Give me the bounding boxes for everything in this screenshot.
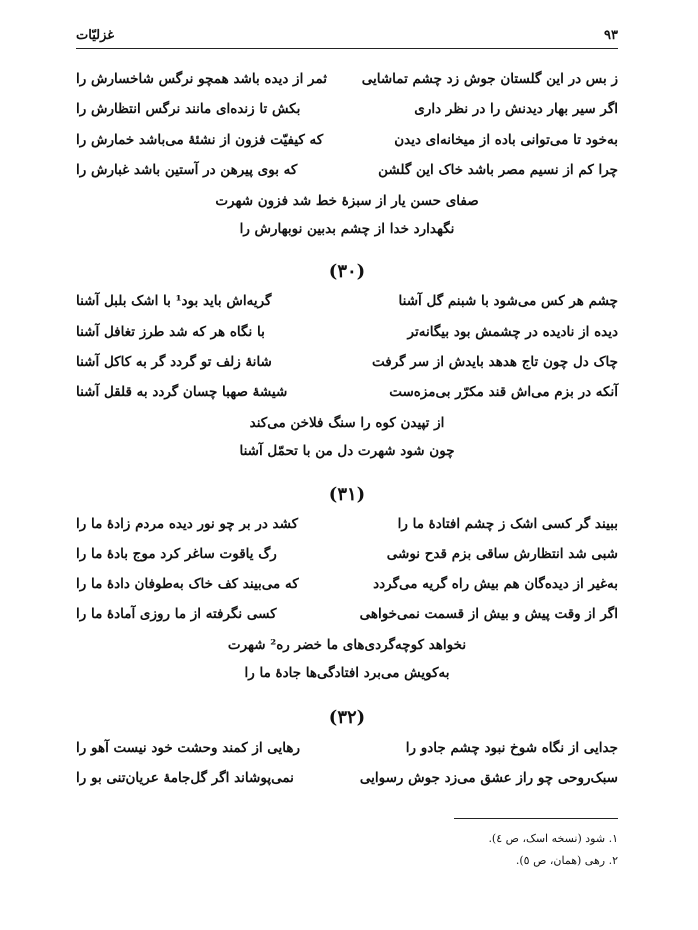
closing-hemistich: به‌کویش می‌برد افتادگی‌ها جادهٔ ما را xyxy=(244,665,450,681)
hemistich-second: کسی نگرفته از ما روزی آمادهٔ ما را xyxy=(76,606,277,622)
couplet xyxy=(76,317,618,347)
page-number: ۹۳ xyxy=(604,27,618,43)
hemistich-second: با نگاه هر که شد طرز تغافل آشنا xyxy=(76,324,265,340)
couplet xyxy=(76,763,618,793)
couplet xyxy=(76,599,618,629)
hemistich-first: اگر از وقت پیش و بیش از قسمت نمی‌خواهی xyxy=(359,606,618,622)
hemistich-second: که کیفیّت فزون از نشئهٔ می‌باشد خمارش را xyxy=(76,132,324,148)
hemistich-first: دیده از نادیده در چشمش بود بیگانه‌تر xyxy=(407,324,618,340)
couplet xyxy=(76,539,618,569)
hemistich-second: شیشهٔ صهبا چسان گردد به قلقل آشنا xyxy=(76,384,288,400)
hemistich-second: رهایی از کمند وحشت خود نیست آهو را xyxy=(76,740,301,756)
ghazal-number: (۳۱) xyxy=(328,483,366,505)
hemistich-first: سبک‌روحی چو راز عشق می‌زد جوش رسوایی xyxy=(359,770,618,786)
hemistich-second: شانهٔ زلف تو گردد گر به کاکل آشنا xyxy=(76,354,272,370)
ghazal-number: (۳۲) xyxy=(328,706,366,728)
hemistich-second: ثمر از دیده باشد همچو نرگس شاخسارش را xyxy=(76,71,328,87)
hemistich-first: به‌خود تا می‌توانی باده از میخانه‌ای دیدن xyxy=(394,132,618,148)
page-header xyxy=(76,22,618,49)
section-title: غزلیّات xyxy=(76,27,115,43)
couplet xyxy=(76,286,618,316)
hemistich-second: که بوی پیرهن در آستین باشد غبارش را xyxy=(76,162,298,178)
hemistich-second: رگ یاقوت ساغر کرد موج بادهٔ ما را xyxy=(76,546,277,562)
hemistich-first: به‌غیر از دیده‌گان هم بیش راه گریه می‌گردد xyxy=(373,576,618,592)
couplet xyxy=(76,125,618,155)
footnote: ۱. شود (نسخه اسک، ص ٤). xyxy=(488,831,618,845)
couplet xyxy=(76,347,618,377)
couplet xyxy=(76,509,618,539)
closing-hemistich: صفای حسن یار از سبزهٔ خط شد فزون شهرت xyxy=(215,193,479,209)
closing-hemistich: از تپیدن کوه را سنگ فلاخن می‌کند xyxy=(249,415,445,431)
hemistich-first: چاک دل چون تاج هدهد بایدش از سر گرفت xyxy=(372,354,618,370)
hemistich-first: اگر سیر بهار دیدنش را در نظر داری xyxy=(414,101,618,117)
couplet xyxy=(76,377,618,407)
hemistich-first: شبی شد انتظارش ساقی بزم قدح نوشی xyxy=(386,546,618,562)
closing-hemistich: چون شود شهرت دل من با تحمّل آشنا xyxy=(239,443,455,459)
footnote-divider xyxy=(454,818,618,819)
couplet xyxy=(76,569,618,599)
hemistich-first: چشم هر کس می‌شود با شبنم گل آشنا xyxy=(398,293,618,309)
hemistich-first: جدایی از نگاه شوخ نبود چشم جادو را xyxy=(405,740,618,756)
footnote: ۲. رهی (همان، ص ٥). xyxy=(515,853,618,867)
hemistich-first: ز بس در این گلستان جوش زد چشم تماشایی xyxy=(361,71,618,87)
hemistich-second: نمی‌پوشاند اگر گل‌جامهٔ عریان‌تنی بو را xyxy=(76,770,294,786)
hemistich-second: بکش تا زنده‌ای مانند نرگس انتظارش را xyxy=(76,101,301,117)
couplet xyxy=(76,733,618,763)
hemistich-second: کشد در بر چو نور دیده مردم زادهٔ ما را xyxy=(76,516,299,532)
couplet xyxy=(76,64,618,94)
hemistich-second: گریه‌اش باید بود¹ با اشک بلبل آشنا xyxy=(76,293,272,309)
hemistich-first: چرا کم از نسیم مصر باشد خاک این گلشن xyxy=(378,162,618,178)
hemistich-first: ببیند گر کسی اشک ز چشم افتادهٔ ما را xyxy=(397,516,618,532)
closing-hemistich: نگهدارد خدا از چشم بدبین نوبهارش را xyxy=(239,221,455,237)
hemistich-second: که می‌بیند کف خاک به‌طوفان دادهٔ ما را xyxy=(76,576,299,592)
closing-hemistich: نخواهد کوچه‌گردی‌های ما خضر ره² شهرت xyxy=(227,637,467,653)
hemistich-first: آنکه در بزم می‌اش قند مکرّر بی‌مزه‌ست xyxy=(389,384,618,400)
couplet xyxy=(76,94,618,124)
ghazal-number: (۳۰) xyxy=(328,260,366,282)
couplet xyxy=(76,155,618,185)
